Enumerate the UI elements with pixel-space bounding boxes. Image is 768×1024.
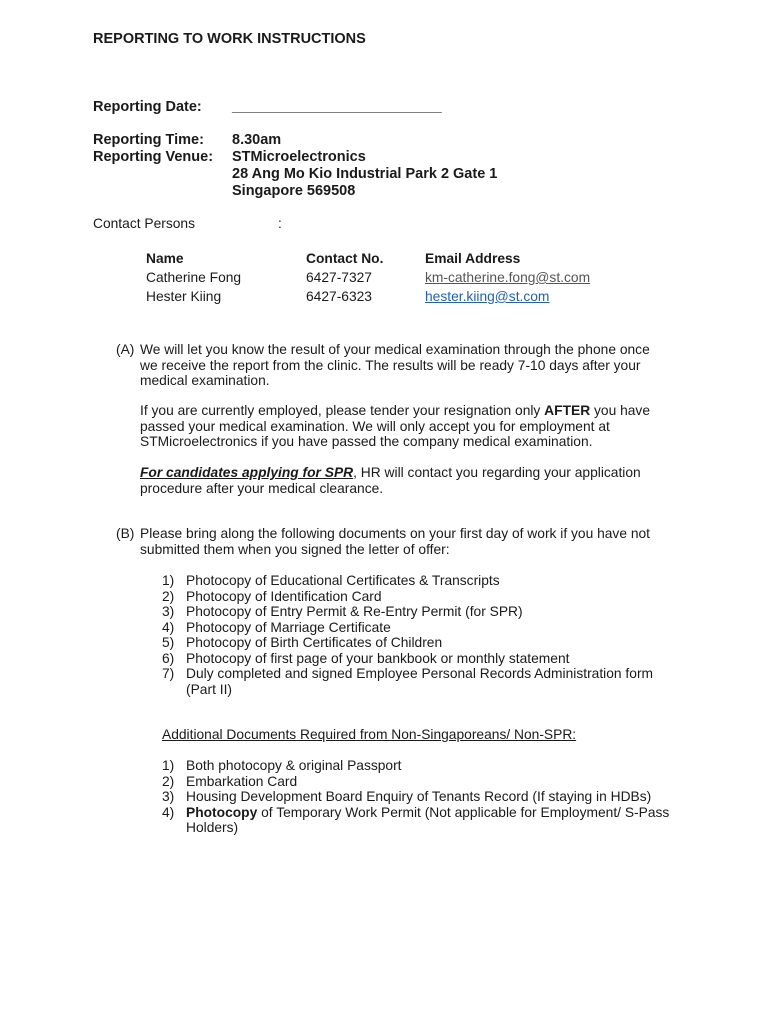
- spr-candidates-emphasis: For candidates applying for SPR: [140, 465, 354, 480]
- section-a-para-1: We will let you know the result of your medical examination through the phone once we receive the report from the clinic. The results will be ready 7-10 days after your medical examination.: [140, 342, 650, 388]
- reporting-venue-line-3: Singapore 569508: [232, 183, 356, 199]
- list-item: [162, 774, 672, 790]
- reporting-time-label: Reporting Time:: [93, 132, 204, 148]
- list-item: [162, 604, 672, 620]
- list-item-number: 1): [162, 573, 175, 588]
- contact-name-2: Hester Kiing: [146, 289, 222, 304]
- section-a-para-3: [140, 465, 670, 496]
- contact-persons-colon: :: [278, 216, 282, 231]
- para2-text-after: you have passed your medical examination. We will only accept you for employment at STMicroelectronics if you have passed the company medical examination.: [140, 403, 651, 449]
- reporting-time-value: 8.30am: [232, 132, 282, 148]
- reporting-venue-label: Reporting Venue:: [93, 149, 214, 165]
- contact-phone-1: 6427-7327: [306, 270, 372, 285]
- list-item-text: Photocopy of Birth Certificates of Children: [186, 635, 443, 650]
- list-item-text: Housing Development Board Enquiry of Tenants Record (If staying in HDBs): [186, 789, 652, 804]
- contact-email-2[interactable]: hester.kiing@st.com: [425, 289, 550, 304]
- list-item-text: Both photocopy & original Passport: [186, 758, 402, 773]
- list-item-number: 1): [162, 758, 175, 773]
- list-item-number: 4): [162, 804, 175, 820]
- contact-phone-2: 6427-6323: [306, 289, 372, 304]
- reporting-date-blank: __________________________: [232, 99, 442, 115]
- additional-documents-list: [162, 758, 672, 836]
- list-item: [162, 758, 672, 774]
- reporting-venue-line-1: STMicroelectronics: [232, 149, 366, 165]
- list-item-text: Photocopy of Marriage Certificate: [186, 619, 391, 635]
- list-item-number: 5): [162, 635, 175, 650]
- list-item: [162, 805, 672, 836]
- table-header-contact: Contact No.: [306, 251, 384, 266]
- list-item: [162, 789, 672, 805]
- para2-bold-after: AFTER: [544, 403, 591, 418]
- list-item-text: Photocopy of Identification Card: [186, 588, 382, 604]
- list-item: [162, 666, 672, 697]
- list-item-number: 2): [162, 773, 175, 789]
- list-item-text: Photocopy of Educational Certificates & Transcripts: [186, 573, 500, 588]
- list-item-number: 7): [162, 666, 175, 681]
- list-item: [162, 573, 672, 589]
- contact-persons-label: Contact Persons: [93, 216, 195, 231]
- section-a-para-2: [140, 403, 670, 450]
- list-item-number: 2): [162, 588, 175, 604]
- page-title: REPORTING TO WORK INSTRUCTIONS: [93, 31, 366, 47]
- list-item-number: 4): [162, 619, 175, 635]
- list-item-text: [186, 805, 672, 836]
- photocopy-bold: Photocopy: [186, 804, 258, 820]
- section-a-marker: (A): [116, 342, 135, 357]
- list-item-text: Photocopy of Entry Permit & Re-Entry Permit (for SPR): [186, 604, 523, 619]
- reporting-venue-line-2: 28 Ang Mo Kio Industrial Park 2 Gate 1: [232, 166, 498, 182]
- section-b-marker: (B): [116, 526, 135, 541]
- para2-text-before: If you are currently employed, please tender your resignation only: [140, 403, 545, 418]
- contact-name-1: Catherine Fong: [146, 270, 242, 285]
- list-item-text: Embarkation Card: [186, 773, 298, 789]
- list-item: [162, 635, 672, 651]
- item4-rest: of Temporary Work Permit (Not applicable for Employment/ S-Pass Holders): [186, 804, 670, 835]
- list-item-number: 3): [162, 604, 175, 619]
- documents-list: [162, 573, 672, 697]
- list-item-text: Photocopy of first page of your bankbook or monthly statement: [186, 650, 570, 666]
- list-item-number: 3): [162, 789, 175, 804]
- contact-email-1[interactable]: km-catherine.fong@st.com: [425, 270, 591, 285]
- list-item-number: 6): [162, 650, 175, 666]
- para3-text: , HR will contact you regarding your application procedure after your medical clearance.: [140, 465, 641, 496]
- list-item: [162, 651, 672, 667]
- list-item: [162, 589, 672, 605]
- reporting-date-label: Reporting Date:: [93, 99, 202, 115]
- section-b-intro: Please bring along the following documents on your first day of work if you have not submitted them when you signed the letter of offer:: [140, 526, 651, 557]
- additional-documents-heading: Additional Documents Required from Non-Singaporeans/ Non-SPR:: [162, 727, 577, 742]
- table-header-email: Email Address: [425, 251, 521, 266]
- list-item: [162, 620, 672, 636]
- table-header-name: Name: [146, 251, 184, 266]
- list-item-text: Duly completed and signed Employee Personal Records Administration form (Part II): [186, 666, 654, 697]
